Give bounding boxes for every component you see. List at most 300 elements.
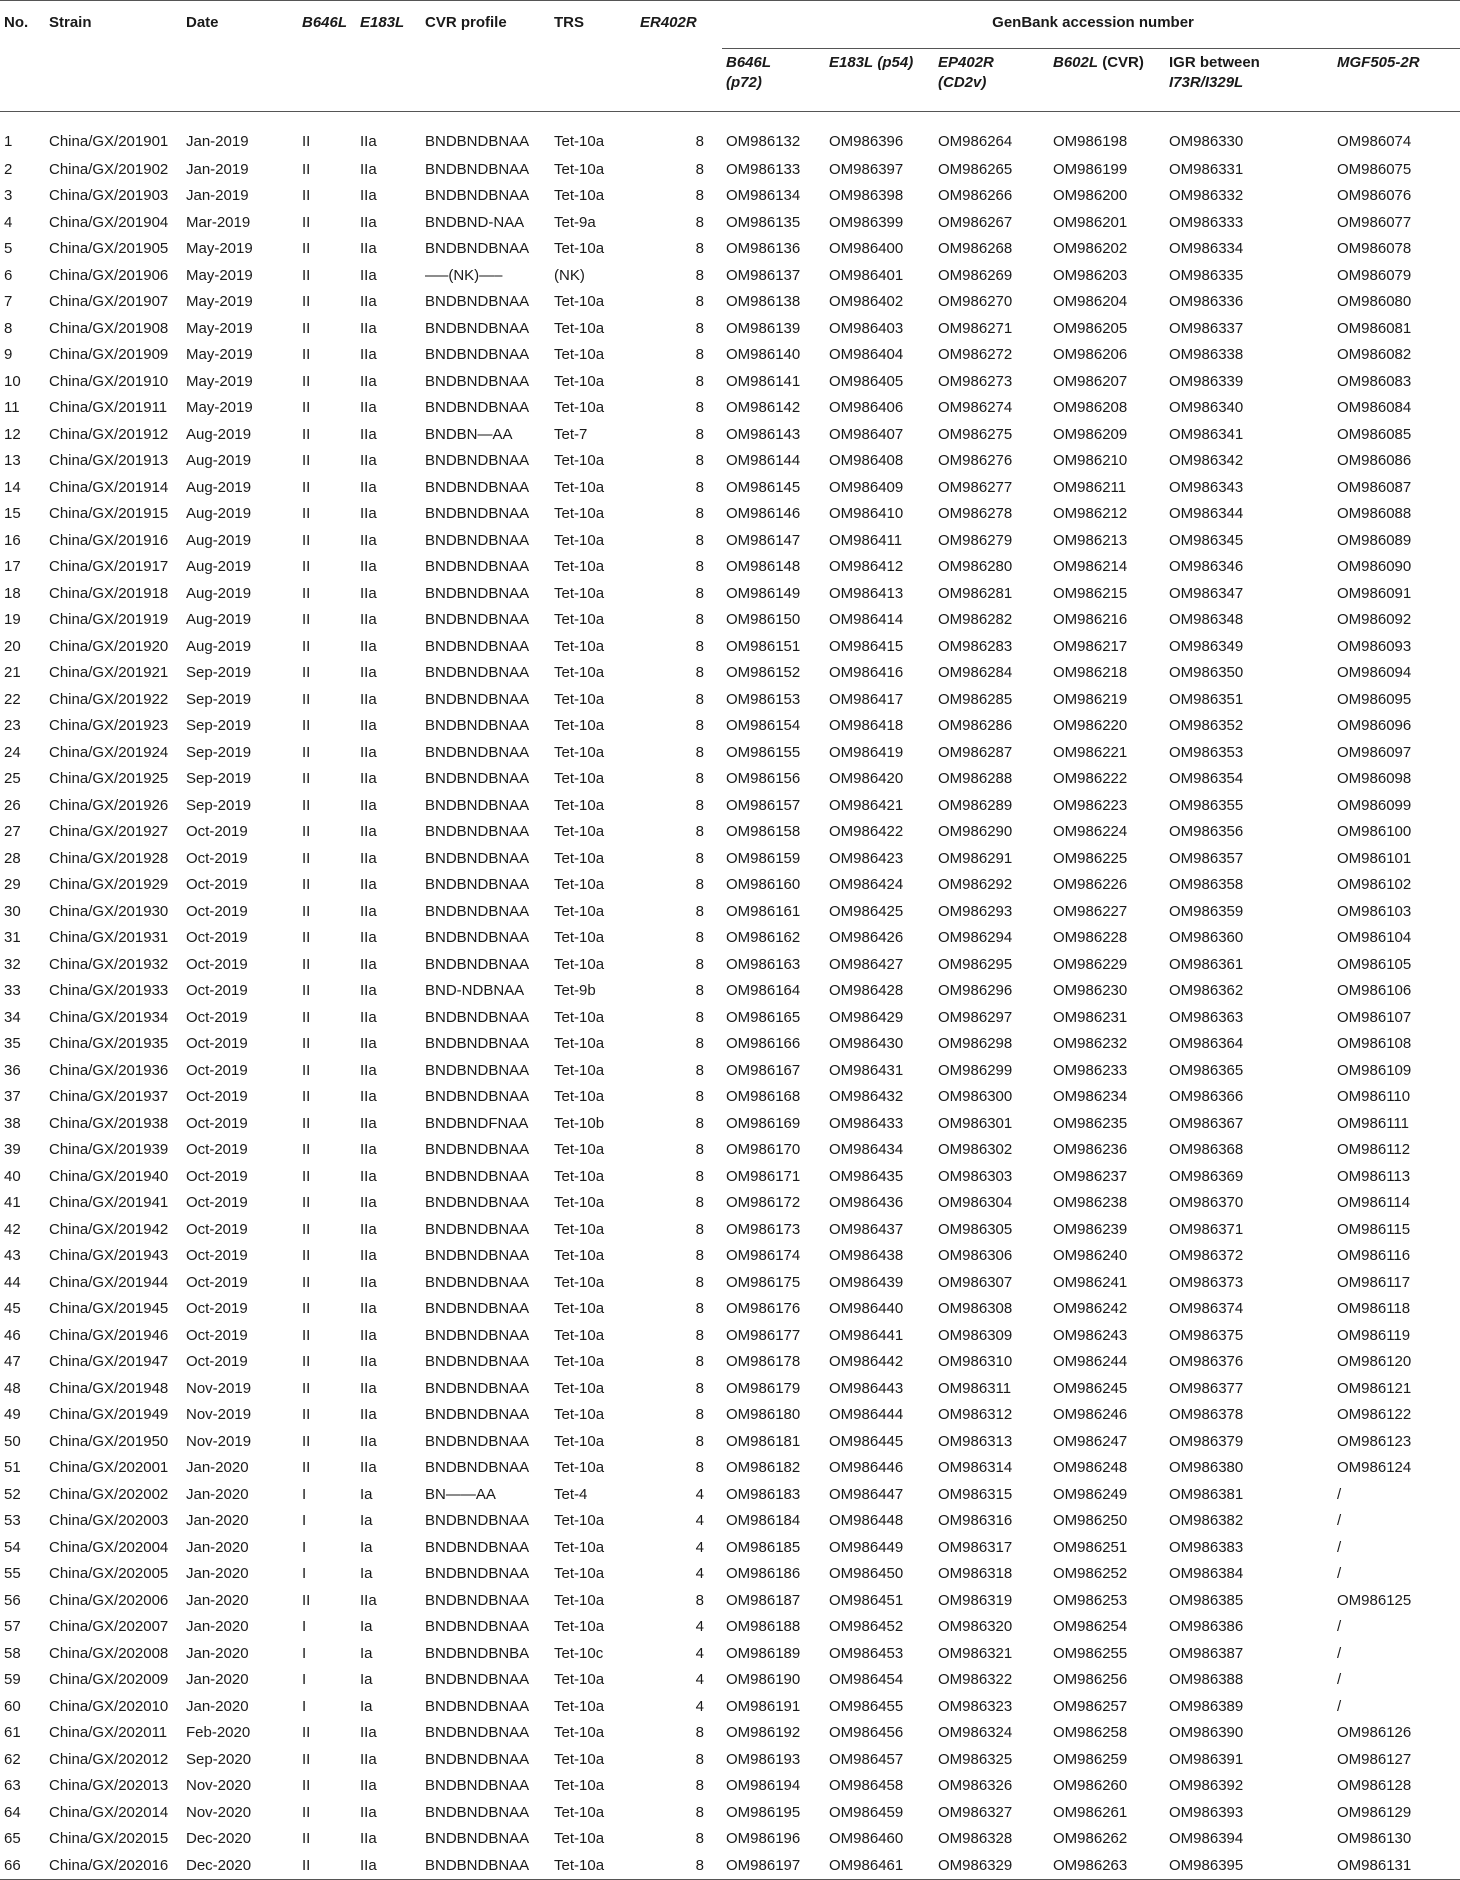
cell-accession-e183l: OM986442	[829, 1353, 904, 1371]
table-row	[0, 1216, 1460, 1243]
cell-er402r: 8	[695, 955, 704, 973]
cell-b646l-genotype: II	[302, 1750, 311, 1768]
cell-no: 10	[4, 372, 21, 390]
cell-accession-b646l: OM986165	[726, 1008, 801, 1026]
cell-accession-igr: OM986376	[1169, 1353, 1244, 1371]
cell-trs: Tet-10a	[554, 1300, 605, 1318]
cell-accession-igr: OM986392	[1169, 1777, 1244, 1795]
cell-cvr-profile: BNDBNDBNAA	[425, 902, 530, 920]
cell-b646l-genotype: II	[302, 1008, 311, 1026]
cell-accession-e183l: OM986423	[829, 849, 904, 867]
table-row	[0, 819, 1460, 846]
cell-trs: Tet-10a	[554, 1141, 605, 1159]
table-row	[0, 766, 1460, 793]
cell-date: May-2019	[186, 372, 253, 390]
cell-b646l-genotype: II	[302, 1273, 311, 1291]
cell-cvr-profile: BNDBNDBNAA	[425, 452, 530, 470]
cell-accession-e183l: OM986428	[829, 982, 904, 1000]
cell-er402r: 8	[695, 1273, 704, 1291]
cell-b646l-genotype: II	[302, 1167, 311, 1185]
header-gb-e183l-protein: (p54)	[877, 54, 914, 71]
cell-accession-b602l: OM986209	[1053, 425, 1128, 443]
cell-e183l-genotype: Ia	[360, 1671, 373, 1689]
cell-accession-e183l: OM986412	[829, 558, 904, 576]
cell-date: Sep-2019	[186, 664, 252, 682]
cell-date: Dec-2020	[182, 1852, 298, 1879]
cell-accession-igr: OM986357	[1169, 849, 1244, 867]
cell-strain: China/GX/201936	[49, 1061, 169, 1079]
cell-accession-b646l: OM986167	[726, 1061, 801, 1079]
cell-cvr-profile: BNDBNDBNAA	[425, 1008, 530, 1026]
cell-b646l-genotype: II	[302, 213, 311, 231]
cell-b646l-genotype: II	[302, 849, 311, 867]
cell-b646l-genotype: II	[302, 1061, 311, 1079]
cell-accession-b602l: OM986262	[1053, 1830, 1128, 1848]
cell-er402r: 8	[695, 743, 704, 761]
cell-date: Jan-2019	[186, 160, 249, 178]
cell-accession-b646l: OM986135	[726, 213, 801, 231]
cell-accession-b646l: OM986195	[726, 1803, 801, 1821]
cell-cvr-profile: BNDBNDBNAA	[425, 929, 530, 947]
cell-accession-mgf505: OM986109	[1337, 1061, 1412, 1079]
cell-accession-b646l: OM986156	[726, 770, 801, 788]
cell-cvr-profile: BNDBNDBNAA	[425, 1379, 530, 1397]
cell-er402r: 8	[695, 929, 704, 947]
cell-accession-mgf505: OM986085	[1337, 425, 1412, 443]
cell-cvr-profile: BNDBNDBNAA	[425, 664, 530, 682]
cell-er402r: 4	[695, 1538, 704, 1556]
table-body	[0, 112, 1460, 1880]
cell-trs: Tet-10a	[554, 1750, 605, 1768]
cell-accession-ep402r: OM986269	[938, 266, 1013, 284]
cell-accession-b602l: OM986251	[1053, 1538, 1128, 1556]
cell-accession-b602l: OM986206	[1053, 346, 1128, 364]
cell-accession-b646l: OM986139	[726, 319, 801, 337]
cell-b646l-genotype: II	[302, 637, 311, 655]
cell-accession-e183l: OM986433	[829, 1114, 904, 1132]
table-row	[0, 1799, 1460, 1826]
cell-accession-mgf505: OM986125	[1337, 1591, 1412, 1609]
cell-accession-b602l: OM986220	[1053, 717, 1128, 735]
cell-strain: China/GX/201901	[49, 132, 169, 150]
cell-b646l-genotype: II	[302, 796, 311, 814]
table-row	[0, 686, 1460, 713]
cell-accession-b646l: OM986185	[726, 1538, 801, 1556]
cell-accession-b646l: OM986138	[726, 293, 801, 311]
cell-accession-igr: OM986369	[1169, 1167, 1244, 1185]
cell-accession-igr: OM986374	[1169, 1300, 1244, 1318]
cell-accession-b646l: OM986133	[726, 160, 801, 178]
cell-accession-igr: OM986384	[1169, 1565, 1244, 1583]
cell-er402r: 8	[695, 1247, 704, 1265]
cell-accession-igr: OM986343	[1169, 478, 1244, 496]
cell-strain: China/GX/201907	[49, 293, 169, 311]
table-row	[0, 1534, 1460, 1561]
cell-cvr-profile: BNDBNDBNAA	[425, 1220, 530, 1238]
table-row	[0, 713, 1460, 740]
cell-b646l-genotype: I	[302, 1644, 307, 1662]
cell-accession-b602l: OM986263	[1049, 1852, 1165, 1879]
cell-e183l-genotype: IIa	[360, 132, 377, 150]
cell-no: 57	[4, 1618, 21, 1636]
table-row	[0, 633, 1460, 660]
cell-accession-b602l: OM986204	[1053, 293, 1128, 311]
cell-trs: Tet-10a	[554, 902, 605, 920]
cell-strain: China/GX/201915	[49, 505, 169, 523]
cell-accession-igr: OM986341	[1169, 425, 1244, 443]
cell-accession-igr: OM986337	[1169, 319, 1244, 337]
cell-b646l-genotype: II	[302, 452, 311, 470]
cell-trs: Tet-4	[554, 1485, 588, 1503]
cell-e183l-genotype: IIa	[360, 1273, 377, 1291]
cell-accession-mgf505: /	[1337, 1671, 1342, 1689]
cell-no: 11	[4, 399, 20, 417]
cell-accession-b602l: OM986256	[1053, 1671, 1128, 1689]
header-strain: Strain	[49, 14, 92, 31]
cell-trs: Tet-9a	[554, 213, 596, 231]
cell-strain: China/GX/201913	[49, 452, 169, 470]
cell-accession-igr: OM986383	[1169, 1538, 1244, 1556]
cell-accession-e183l: OM986446	[829, 1459, 904, 1477]
cell-trs: Tet-10a	[554, 505, 605, 523]
cell-accession-mgf505: OM986107	[1337, 1008, 1412, 1026]
cell-no: 66	[0, 1852, 45, 1879]
cell-cvr-profile: BNDBNDBNAA	[425, 372, 530, 390]
cell-cvr-profile: BNDBNDBNAA	[425, 770, 530, 788]
cell-cvr-profile: BNDBNDBNAA	[425, 1777, 530, 1795]
cell-e183l-genotype: IIa	[360, 558, 377, 576]
cell-er402r: 8	[695, 1803, 704, 1821]
cell-date: May-2019	[186, 266, 253, 284]
cell-e183l-genotype: IIa	[360, 1247, 377, 1265]
cell-strain: China/GX/202010	[49, 1697, 169, 1715]
cell-er402r: 8	[695, 1167, 704, 1185]
cell-trs: Tet-10a	[554, 637, 605, 655]
cell-accession-ep402r: OM986301	[938, 1114, 1013, 1132]
cell-accession-b602l: OM986246	[1053, 1406, 1128, 1424]
cell-e183l-genotype: Ia	[360, 1618, 373, 1636]
cell-date: Oct-2019	[186, 902, 248, 920]
table-row	[0, 342, 1460, 369]
cell-accession-e183l: OM986438	[829, 1247, 904, 1265]
cell-accession-b646l: OM986183	[726, 1485, 801, 1503]
cell-trs: Tet-10a	[554, 1618, 605, 1636]
cell-accession-e183l: OM986426	[829, 929, 904, 947]
cell-e183l-genotype: Ia	[360, 1512, 373, 1530]
cell-cvr-profile: BNDBNDBNAA	[425, 399, 530, 417]
cell-trs: (NK)	[554, 266, 585, 284]
cell-accession-ep402r: OM986292	[938, 876, 1013, 894]
table-row	[0, 1190, 1460, 1217]
cell-trs: Tet-10a	[554, 876, 605, 894]
cell-no: 47	[4, 1353, 21, 1371]
cell-accession-e183l: OM986399	[829, 213, 904, 231]
cell-cvr-profile: BNDBNDBNAA	[425, 690, 530, 708]
cell-accession-ep402r: OM986327	[938, 1803, 1013, 1821]
cell-er402r: 8	[695, 1141, 704, 1159]
cell-trs: Tet-10c	[554, 1644, 604, 1662]
cell-accession-igr: OM986345	[1169, 531, 1244, 549]
cell-accession-b646l: OM986140	[726, 346, 801, 364]
header-er402r: ER402R	[640, 14, 697, 31]
cell-e183l-genotype: IIa	[360, 266, 377, 284]
cell-trs: Tet-10a	[554, 1459, 605, 1477]
cell-accession-mgf505: OM986092	[1337, 611, 1412, 629]
cell-date: Oct-2019	[186, 1035, 248, 1053]
cell-e183l-genotype: IIa	[360, 1803, 377, 1821]
cell-e183l-genotype: IIa	[360, 1035, 377, 1053]
cell-date: Nov-2020	[186, 1777, 252, 1795]
cell-trs: Tet-10a	[554, 558, 605, 576]
header-gb-igr	[1165, 49, 1333, 112]
cell-accession-mgf505: OM986119	[1337, 1326, 1411, 1344]
cell-trs: Tet-10a	[554, 346, 605, 364]
cell-accession-b602l: OM986238	[1053, 1194, 1128, 1212]
cell-accession-b602l: OM986201	[1053, 213, 1128, 231]
cell-b646l-genotype: II	[302, 1777, 311, 1795]
table-row	[0, 1746, 1460, 1773]
cell-accession-igr: OM986380	[1169, 1459, 1244, 1477]
cell-accession-ep402r: OM986271	[938, 319, 1013, 337]
cell-b646l-genotype: II	[302, 372, 311, 390]
cell-date: Aug-2019	[186, 505, 252, 523]
cell-accession-ep402r: OM986276	[938, 452, 1013, 470]
cell-no: 64	[4, 1803, 21, 1821]
cell-accession-igr: OM986381	[1169, 1485, 1244, 1503]
cell-e183l-genotype: IIa	[360, 213, 377, 231]
cell-er402r: 8	[695, 1353, 704, 1371]
cell-er402r: 8	[695, 1008, 704, 1026]
cell-b646l-genotype: I	[302, 1512, 307, 1530]
table-row	[0, 792, 1460, 819]
header-gb-b602l-gene: B602L	[1053, 54, 1099, 71]
cell-strain: China/GX/202005	[49, 1565, 169, 1583]
cell-cvr-profile: BNDBNDBNAA	[425, 1194, 530, 1212]
cell-accession-igr: OM986390	[1169, 1724, 1244, 1742]
cell-accession-igr: OM986387	[1169, 1644, 1244, 1662]
cell-e183l-genotype: IIa	[360, 1061, 377, 1079]
cell-no: 55	[4, 1565, 21, 1583]
cell-strain: China/GX/201948	[49, 1379, 169, 1397]
cell-accession-ep402r: OM986287	[938, 743, 1013, 761]
cell-accession-b646l: OM986143	[726, 425, 801, 443]
cell-cvr-profile: BNDBNDBNAA	[425, 346, 530, 364]
cell-accession-ep402r: OM986319	[938, 1591, 1013, 1609]
cell-accession-mgf505: OM986122	[1337, 1406, 1412, 1424]
cell-e183l-genotype: IIa	[360, 690, 377, 708]
cell-er402r: 8	[695, 717, 704, 735]
cell-accession-b602l: OM986228	[1053, 929, 1128, 947]
table-row	[0, 1640, 1460, 1667]
cell-e183l-genotype: IIa	[360, 1220, 377, 1238]
cell-accession-e183l: OM986398	[829, 187, 904, 205]
table-row	[0, 112, 1460, 157]
header-gb-mgf505: MGF505-2R	[1337, 54, 1420, 71]
cell-accession-ep402r: OM986289	[938, 796, 1013, 814]
cell-date: Oct-2019	[186, 1114, 248, 1132]
cell-b646l-genotype: II	[302, 1088, 311, 1106]
cell-accession-b602l: OM986260	[1053, 1777, 1128, 1795]
cell-er402r: 8	[695, 1724, 704, 1742]
cell-trs: Tet-10a	[554, 717, 605, 735]
header-gb-b646l	[722, 49, 825, 112]
cell-date: Jan-2020	[186, 1644, 249, 1662]
cell-no: 37	[4, 1088, 21, 1106]
cell-er402r: 8	[695, 1379, 704, 1397]
cell-date: Sep-2019	[186, 717, 252, 735]
cell-accession-ep402r: OM986323	[938, 1697, 1013, 1715]
cell-e183l-genotype: IIa	[360, 1830, 377, 1848]
cell-b646l-genotype: I	[302, 1671, 307, 1689]
table-row	[0, 1481, 1460, 1508]
header-gb-ep402r	[934, 49, 1049, 112]
cell-accession-b646l: OM986177	[726, 1326, 801, 1344]
cell-accession-b602l: OM986259	[1053, 1750, 1128, 1768]
cell-accession-b602l: OM986225	[1053, 849, 1128, 867]
cell-date: Mar-2019	[186, 213, 251, 231]
cell-accession-ep402r: OM986324	[938, 1724, 1013, 1742]
cell-accession-ep402r: OM986306	[938, 1247, 1013, 1265]
cell-strain: China/GX/202003	[49, 1512, 169, 1530]
cell-no: 59	[4, 1671, 21, 1689]
cell-accession-e183l: OM986459	[829, 1803, 904, 1821]
cell-er402r: 8	[695, 796, 704, 814]
cell-strain: China/GX/201928	[49, 849, 169, 867]
cell-er402r: 8	[695, 1459, 704, 1477]
cell-accession-mgf505: OM986091	[1337, 584, 1412, 602]
cell-trs: Tet-10a	[554, 1353, 605, 1371]
cell-accession-e183l: OM986445	[829, 1432, 904, 1450]
cell-accession-mgf505: OM986118	[1337, 1300, 1411, 1318]
cell-accession-b646l: OM986181	[726, 1432, 801, 1450]
cell-date: Jan-2020	[186, 1512, 249, 1530]
cell-no: 65	[4, 1830, 21, 1848]
cell-date: Oct-2019	[186, 1061, 248, 1079]
table-row	[0, 660, 1460, 687]
cell-accession-mgf505: OM986130	[1337, 1830, 1412, 1848]
cell-cvr-profile: BNDBNDBNAA	[421, 1852, 550, 1879]
cell-accession-b602l: OM986216	[1053, 611, 1128, 629]
cell-b646l-genotype: II	[302, 955, 311, 973]
cell-accession-b602l: OM986219	[1053, 690, 1128, 708]
cell-cvr-profile: BNDBNDBNAA	[425, 132, 530, 150]
cell-no: 4	[4, 213, 13, 231]
cell-accession-e183l: OM986410	[829, 505, 904, 523]
cell-accession-ep402r: OM986280	[938, 558, 1013, 576]
cell-trs: Tet-10a	[554, 1379, 605, 1397]
cell-accession-ep402r: OM986293	[938, 902, 1013, 920]
cell-accession-b646l: OM986192	[726, 1724, 801, 1742]
cell-cvr-profile: BNDBNDBNAA	[425, 1061, 530, 1079]
cell-date: Nov-2019	[186, 1406, 252, 1424]
cell-accession-ep402r: OM986303	[938, 1167, 1013, 1185]
cell-trs: Tet-10a	[554, 1061, 605, 1079]
cell-accession-b602l: OM986199	[1053, 160, 1128, 178]
cell-accession-b646l: OM986155	[726, 743, 801, 761]
cell-er402r: 8	[695, 1750, 704, 1768]
cell-date: Oct-2019	[186, 1167, 248, 1185]
cell-accession-e183l: OM986435	[829, 1167, 904, 1185]
cell-accession-b646l: OM986158	[726, 823, 801, 841]
table-row	[0, 1375, 1460, 1402]
cell-cvr-profile: BNDBNDBNAA	[425, 637, 530, 655]
cell-e183l-genotype: IIa	[360, 770, 377, 788]
cell-strain: China/GX/201903	[49, 187, 169, 205]
cell-accession-b646l: OM986193	[726, 1750, 801, 1768]
cell-accession-e183l: OM986404	[829, 346, 904, 364]
table-row	[0, 1508, 1460, 1535]
cell-accession-igr: OM986348	[1169, 611, 1244, 629]
header-gb-e183l	[825, 49, 934, 112]
cell-no: 24	[4, 743, 21, 761]
cell-no: 19	[4, 611, 21, 629]
cell-b646l-genotype: II	[302, 399, 311, 417]
cell-accession-e183l: OM986416	[829, 664, 904, 682]
cell-accession-e183l: OM986411	[829, 531, 903, 549]
cell-accession-e183l: OM986427	[829, 955, 904, 973]
table-row	[0, 554, 1460, 581]
cell-accession-e183l: OM986418	[829, 717, 904, 735]
cell-accession-b602l: OM986255	[1053, 1644, 1128, 1662]
cell-trs: Tet-10a	[554, 1697, 605, 1715]
cell-cvr-profile: —–(NK)—–	[425, 266, 503, 284]
table-row	[0, 1004, 1460, 1031]
header-trs: TRS	[554, 14, 584, 31]
cell-accession-e183l: OM986448	[829, 1512, 904, 1530]
cell-accession-e183l: OM986396	[829, 132, 904, 150]
cell-accession-igr: OM986339	[1169, 372, 1244, 390]
cell-accession-ep402r: OM986294	[938, 929, 1013, 947]
cell-accession-b602l: OM986227	[1053, 902, 1128, 920]
cell-trs: Tet-10a	[554, 160, 605, 178]
cell-accession-mgf505: OM986100	[1337, 823, 1412, 841]
cell-accession-igr: OM986394	[1169, 1830, 1244, 1848]
cell-accession-igr: OM986377	[1169, 1379, 1244, 1397]
cell-date: Aug-2019	[186, 531, 252, 549]
cell-accession-ep402r: OM986328	[938, 1830, 1013, 1848]
cell-no: 9	[4, 346, 13, 364]
cell-accession-mgf505: OM986090	[1337, 558, 1412, 576]
cell-date: Aug-2019	[186, 637, 252, 655]
header-b646l: B646L	[302, 14, 348, 31]
cell-cvr-profile: BNDBNDBNAA	[425, 505, 530, 523]
cell-accession-ep402r: OM986279	[938, 531, 1013, 549]
cell-date: Sep-2019	[186, 743, 252, 761]
table-row	[0, 262, 1460, 289]
cell-accession-mgf505: OM986093	[1337, 637, 1412, 655]
cell-accession-e183l: OM986449	[829, 1538, 904, 1556]
cell-accession-b602l: OM986210	[1053, 452, 1128, 470]
table-row	[0, 236, 1460, 263]
cell-b646l-genotype: II	[302, 664, 311, 682]
cell-accession-mgf505: OM986078	[1337, 240, 1412, 258]
cell-er402r: 4	[695, 1644, 704, 1662]
cell-e183l-genotype: IIa	[360, 1750, 377, 1768]
cell-accession-b646l: OM986136	[726, 240, 801, 258]
cell-accession-e183l: OM986403	[829, 319, 904, 337]
cell-accession-b602l: OM986226	[1053, 876, 1128, 894]
cell-date: Nov-2019	[186, 1379, 252, 1397]
cell-er402r: 8	[695, 319, 704, 337]
cell-cvr-profile: BNDBNDBNBA	[425, 1644, 530, 1662]
cell-strain: China/GX/201909	[49, 346, 169, 364]
cell-accession-ep402r: OM986265	[938, 160, 1013, 178]
cell-b646l-genotype: II	[302, 505, 311, 523]
cell-er402r: 8	[695, 1061, 704, 1079]
table-row	[0, 1110, 1460, 1137]
cell-b646l-genotype: II	[302, 558, 311, 576]
cell-date: Oct-2019	[186, 1008, 248, 1026]
